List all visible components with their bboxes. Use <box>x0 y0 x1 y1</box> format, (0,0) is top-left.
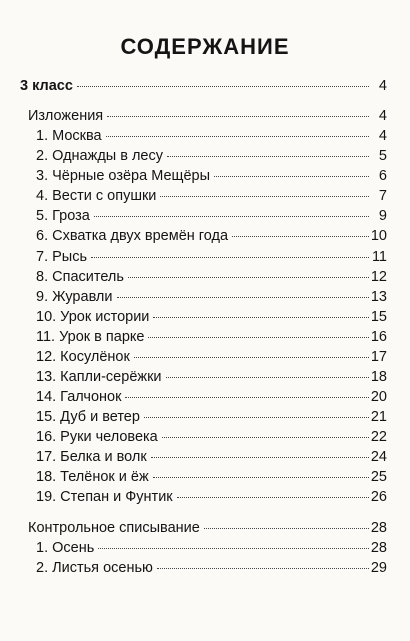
toc-entry <box>36 449 387 470</box>
toc-entry-title: 7. Рысь <box>36 249 88 265</box>
toc-page-number: 4 <box>378 78 387 94</box>
toc-page-number: 15 <box>370 309 387 325</box>
toc-page-number: 18 <box>370 369 387 385</box>
dot-leader <box>153 316 368 318</box>
toc-page-number: 28 <box>370 540 387 556</box>
toc-entry <box>36 429 387 450</box>
toc-entry <box>36 148 387 169</box>
toc-subsection <box>28 520 387 541</box>
toc-entry-title: 3 класс <box>20 78 73 94</box>
toc-entry <box>36 188 387 209</box>
toc-entry-title: 3. Чёрные озёра Мещёры <box>36 168 210 184</box>
toc-entry-title: 8. Спаситель <box>36 269 124 285</box>
toc-entry-title: 18. Телёнок и ёж <box>36 469 149 485</box>
toc-entry-title: 6. Схватка двух времён года <box>36 228 229 244</box>
dot-leader <box>144 416 369 418</box>
toc-page-number: 10 <box>370 228 387 244</box>
toc-page-number: 20 <box>370 389 387 405</box>
toc-entry <box>36 369 387 390</box>
toc-entry <box>36 269 387 290</box>
toc-entry-title: 15. Дуб и ветер <box>36 409 140 425</box>
toc-page-number: 5 <box>378 148 387 164</box>
toc-entry-title: 5. Гроза <box>36 208 90 224</box>
toc-entry <box>36 168 387 189</box>
toc-entry <box>36 249 387 270</box>
toc-page-number: 7 <box>378 188 387 204</box>
dot-leader <box>77 85 369 87</box>
toc-page-number: 6 <box>378 168 387 184</box>
toc-entry <box>36 309 387 330</box>
toc-page-number: 17 <box>370 349 387 365</box>
toc-page-number: 21 <box>370 409 387 425</box>
toc-entry-title: 1. Москва <box>36 128 102 144</box>
toc-entry <box>36 489 387 510</box>
toc-entry <box>36 329 387 350</box>
toc-page-number: 28 <box>370 520 387 536</box>
toc-entry-title: 17. Белка и волк <box>36 449 147 465</box>
toc-entry-title: 12. Косулёнок <box>36 349 130 365</box>
dot-leader <box>204 527 369 529</box>
toc-entry-title: 11. Урок в парке <box>36 329 145 345</box>
dot-leader <box>125 396 368 398</box>
toc-page-number: 11 <box>371 249 387 265</box>
toc-page-number: 29 <box>370 560 387 576</box>
toc-page-number: 22 <box>370 429 387 445</box>
dot-leader <box>167 155 369 157</box>
toc-entry <box>36 289 387 310</box>
toc-entry-title: 14. Галчонок <box>36 389 122 405</box>
dot-leader <box>134 356 369 358</box>
toc-subsection <box>28 108 387 129</box>
toc-entry <box>36 228 387 249</box>
toc-page-number: 9 <box>378 208 387 224</box>
toc-section-heading <box>20 78 387 99</box>
toc-page-number: 26 <box>370 489 387 505</box>
toc-page-number: 24 <box>370 449 387 465</box>
toc-entry <box>36 128 387 149</box>
toc-entry <box>36 540 387 561</box>
toc-entry-title: 2. Листья осенью <box>36 560 153 576</box>
toc-entry-title: 9. Журавли <box>36 289 113 305</box>
dot-leader <box>94 215 369 217</box>
dot-leader <box>177 496 369 498</box>
toc-entry <box>36 349 387 370</box>
dot-leader <box>160 195 369 197</box>
dot-leader <box>148 336 368 338</box>
dot-leader <box>107 115 369 117</box>
toc-page-number: 4 <box>378 128 387 144</box>
toc-page-number: 16 <box>370 329 387 345</box>
toc-page-number: 13 <box>370 289 387 305</box>
dot-leader <box>232 235 369 237</box>
dot-leader <box>106 135 369 137</box>
toc-page-number: 25 <box>370 469 387 485</box>
dot-leader <box>162 436 369 438</box>
toc-entry-title: Изложения <box>28 108 104 124</box>
toc-entry-title: 13. Капли-серёжки <box>36 369 162 385</box>
dot-leader <box>214 175 369 177</box>
dot-leader <box>91 256 369 258</box>
toc-entry-title: 2. Однажды в лесу <box>36 148 163 164</box>
dot-leader <box>153 476 369 478</box>
dot-leader <box>98 547 369 549</box>
toc-entry-title: Контрольное списывание <box>28 520 200 536</box>
toc-page-number: 12 <box>370 269 387 285</box>
toc-entry-title: 10. Урок истории <box>36 309 150 325</box>
toc-entry-title: 19. Степан и Фунтик <box>36 489 173 505</box>
toc-entry-title: 16. Руки человека <box>36 429 158 445</box>
toc-entry <box>36 208 387 229</box>
dot-leader <box>128 276 369 278</box>
dot-leader <box>117 296 369 298</box>
toc-entry <box>36 389 387 410</box>
toc-page-number: 4 <box>378 108 387 124</box>
toc-entry <box>36 409 387 430</box>
dot-leader <box>151 456 369 458</box>
toc-entry-title: 1. Осень <box>36 540 95 556</box>
toc-entry-title: 4. Вести с опушки <box>36 188 157 204</box>
page-title: СОДЕРЖАНИЕ <box>120 34 290 59</box>
toc-entry <box>36 469 387 490</box>
dot-leader <box>166 376 369 378</box>
toc-entry <box>36 560 387 581</box>
dot-leader <box>157 567 369 569</box>
